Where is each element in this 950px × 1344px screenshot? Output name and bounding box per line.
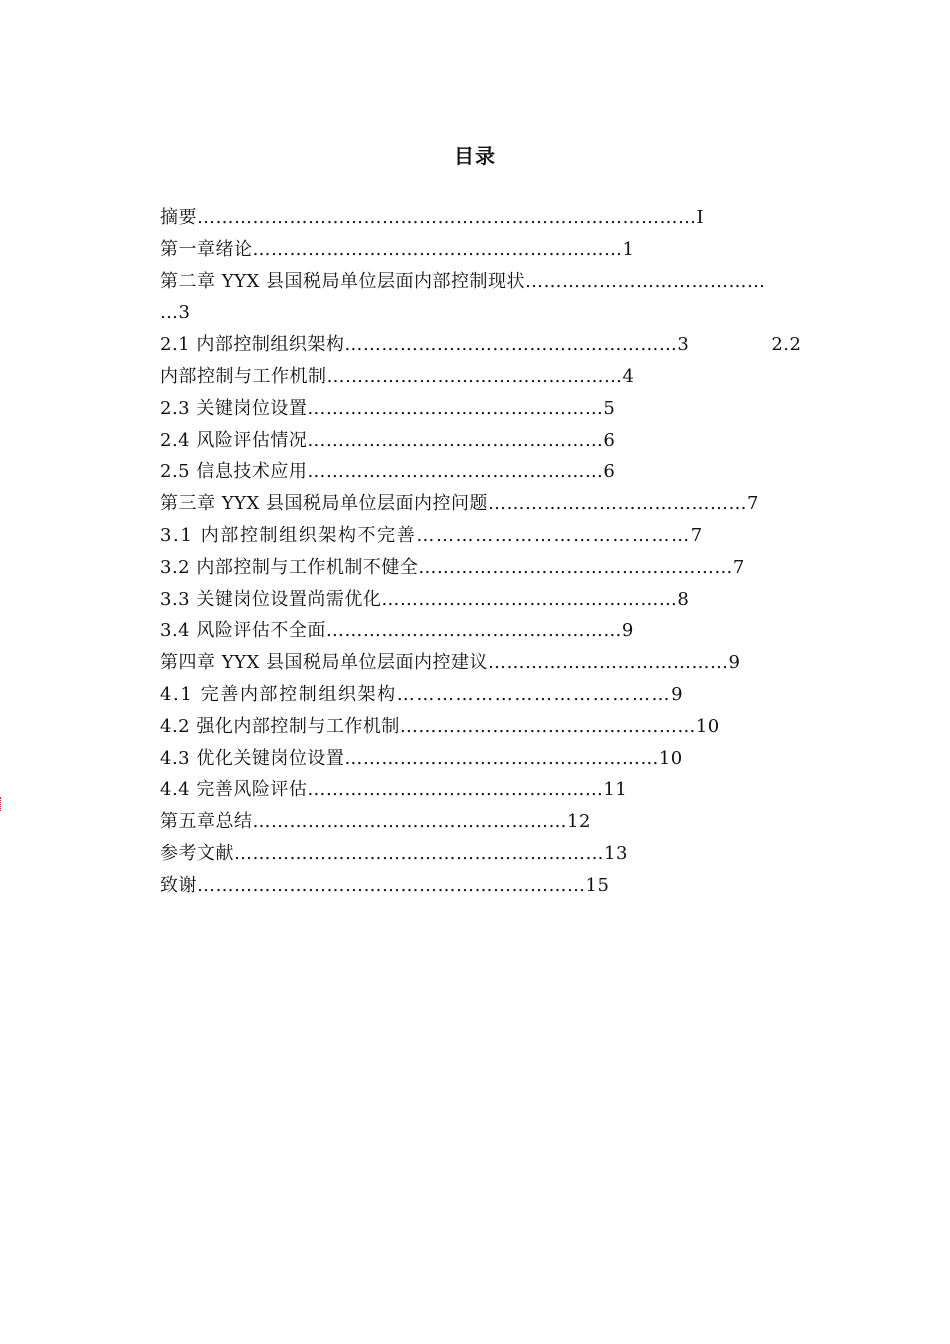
toc-entry[interactable]: 第二章 YYX 县国税局单位层面内部控制现状…………………………………: [160, 270, 766, 292]
toc-entry[interactable]: 3.4 风险评估不全面…………………………………………9: [160, 620, 634, 642]
table-of-contents: [160, 202, 840, 902]
toc-entry[interactable]: 第三章 YYX 县国税局单位层面内控问题……………………………………7: [160, 493, 759, 515]
toc-entry[interactable]: 第五章总结……………………………………………12: [160, 811, 591, 833]
margin-mark: [0, 797, 3, 811]
toc-entry[interactable]: 参考文献……………………………………………………13: [160, 842, 628, 864]
toc-entry-continuation[interactable]: 内部控制与工作机制…………………………………………4: [160, 365, 635, 387]
toc-entry-continuation[interactable]: …3: [160, 302, 191, 324]
toc-title: 目录: [454, 144, 496, 168]
toc-entry[interactable]: 4.1 完善内部控制组织架构……………………………………9: [160, 683, 685, 705]
toc-entry[interactable]: [160, 329, 840, 361]
toc-entry[interactable]: 2.5 信息技术应用…………………………………………6: [160, 461, 616, 483]
toc-entry[interactable]: 3.1 内部控制组织架构不完善……………………………………7: [160, 524, 704, 546]
toc-entry[interactable]: 2.4 风险评估情况…………………………………………6: [160, 429, 616, 451]
toc-entry[interactable]: 4.2 强化内部控制与工作机制…………………………………………10: [160, 715, 720, 737]
toc-entry[interactable]: 4.4 完善风险评估…………………………………………11: [160, 779, 628, 801]
toc-entry[interactable]: 第四章 YYX 县国税局单位层面内控建议…………………………………9: [160, 652, 741, 674]
toc-entry[interactable]: 3.2 内部控制与工作机制不健全……………………………………………7: [160, 556, 745, 578]
toc-entry[interactable]: 第一章绪论……………………………………………………1: [160, 238, 635, 260]
toc-entry-prefix: 2.2: [771, 334, 802, 356]
toc-entry[interactable]: 4.3 优化关键岗位设置……………………………………………10: [160, 747, 683, 769]
toc-entry[interactable]: 摘要………………………………………………………………………I: [160, 207, 705, 228]
toc-entry-text: 2.1 内部控制组织架构………………………………………………3: [160, 334, 690, 356]
toc-entry[interactable]: 2.3 关键岗位设置…………………………………………5: [160, 397, 616, 419]
toc-entry[interactable]: 致谢………………………………………………………15: [160, 874, 610, 896]
toc-entry[interactable]: 3.3 关键岗位设置尚需优化…………………………………………8: [160, 588, 690, 610]
